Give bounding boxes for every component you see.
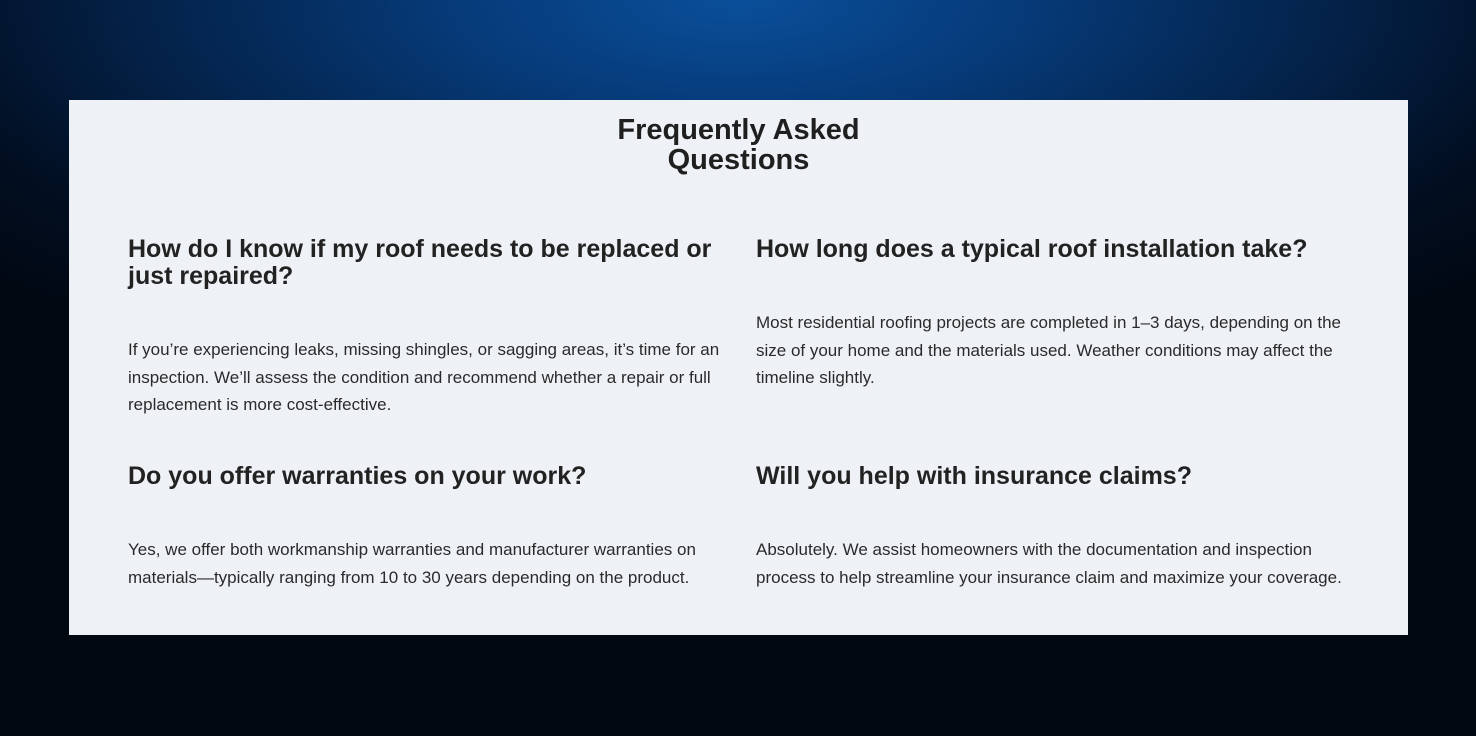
faq-title-line-2: Questions	[667, 144, 810, 176]
faq-question-roof-replace: How do I know if my roof needs to be replaced or just repaired?	[128, 235, 712, 290]
faq-question-insurance-claims: Will you help with insurance claims?	[756, 462, 1192, 490]
faq-answer-insurance-claims: Absolutely. We assist homeowners with the documentation and inspection process to help streamline your insurance claim and maximize your coverage.	[756, 540, 1342, 587]
faq-answer-installation-time: Most residential roofing projects are completed in 1–3 days, depending on the size of your home and the materials used. Weather conditions may affect the timeline slightly.	[756, 313, 1341, 387]
faq-answer-warranties: Yes, we offer both workmanship warranties and manufacturer warranties on materials—typically ranging from 10 to 30 years depending on the product.	[128, 540, 696, 587]
faq-question-warranties: Do you offer warranties on your work?	[128, 462, 587, 490]
faq-section	[69, 100, 1408, 635]
faq-title-line-1: Frequently Asked	[617, 114, 860, 146]
faq-answer-roof-replace: If you’re experiencing leaks, missing shingles, or sagging areas, it’s time for an inspection. We’ll assess the condition and recommend whether a repair or full replacement is more cost-effective.	[128, 340, 720, 414]
faq-question-installation-time: How long does a typical roof installation take?	[756, 235, 1308, 263]
faq-title	[69, 115, 1408, 175]
